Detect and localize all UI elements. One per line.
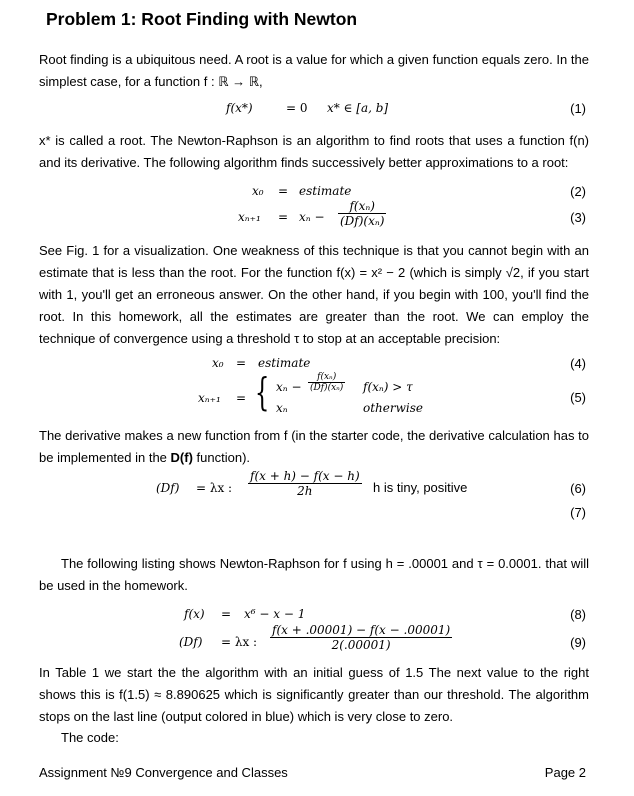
footer-page-number: Page 2 <box>544 765 586 780</box>
eq1-lhs: f(x*) <box>226 101 253 115</box>
eq4-equals: = <box>236 356 247 370</box>
eq5-case1-num: f(xₙ) <box>308 372 345 383</box>
eq3-frac-den: (Df)(xₙ) <box>340 214 385 228</box>
eq1-number: (1) <box>570 101 586 116</box>
paragraph-table: In Table 1 we start the the algorithm with an initial guess of 1.5 The next value to the right shows this is f(1.5) ≈ 8.890625 which is significantly greater than our threshold. The algorithm stops on the last line (output colored in blue) which is very close to zero. <box>39 665 589 724</box>
para4-text-a: The derivative makes a new function from f (in the starter code, the derivative calculation has to be implemented in the <box>39 428 589 465</box>
eq5-number: (5) <box>570 390 586 405</box>
eq5-case1-fraction <box>308 372 345 393</box>
eq5-case2-cond: otherwise <box>363 401 423 415</box>
eq7-number: (7) <box>570 505 586 520</box>
para4-bold: D(f) <box>170 450 193 465</box>
eq3-equals: = <box>278 210 289 224</box>
eq6-pre: = λx : <box>196 481 233 495</box>
paragraph-intro: Root finding is a ubiquitous need. A root is a value for which a given function equals zero. In the simplest case, for a function f : ℝ → ℝ, <box>39 52 589 89</box>
eq1-rhs: x* ∈ [a, b] <box>327 101 389 115</box>
eq8-number: (8) <box>570 607 586 622</box>
eq6-fraction <box>248 469 362 498</box>
eq5-lhs: xₙ₊₁ <box>198 391 221 405</box>
eq3-pre: xₙ − <box>299 210 325 224</box>
footer-left: Assignment №9 Convergence and Classes <box>39 765 288 780</box>
eq2-lhs: x₀ <box>252 184 264 198</box>
paragraph-visualization: See Fig. 1 for a visualization. One weakness of this technique is that you cannot begin with an estimate that is less than the root. For the function f(x) = x² − 2 (which is simply √2, if you start with 1, you'll get an erroneous answer. On the other hand, if you begin with 100, you'll find the root. In this homework, all the estimates are greater than the root. We can employ the technique of convergence using a threshold τ to stop at an acceptable precision: <box>39 243 589 346</box>
eq3-fraction <box>338 199 386 228</box>
eq9-fraction <box>270 623 452 652</box>
eq9-pre: = λx : <box>221 635 258 649</box>
paragraph-derivative <box>39 425 589 469</box>
eq6-number: (6) <box>570 481 586 496</box>
eq6-lhs: (Df) <box>156 481 180 495</box>
eq2-equals: = <box>278 184 289 198</box>
eq6-note: h is tiny, positive <box>373 480 468 495</box>
eq8-equals: = <box>221 607 232 621</box>
paragraph-code-label: The code: <box>61 730 119 745</box>
eq6-frac-num: f(x + h) − f(x − h) <box>250 469 360 483</box>
eq9-frac-den: 2(.00001) <box>331 638 391 652</box>
paragraph-listing: The following listing shows Newton-Raphson for f using h = .00001 and τ = 0.0001. that will be used in the homework. <box>39 556 589 593</box>
eq2-rhs: estimate <box>299 184 352 198</box>
eq3-number: (3) <box>570 210 586 225</box>
eq9-frac-num: f(x + .00001) − f(x − .00001) <box>272 623 451 637</box>
eq2-number: (2) <box>570 184 586 199</box>
eq5-case1-pre: xₙ − <box>276 380 302 394</box>
eq5-brace: { <box>254 370 270 414</box>
eq4-lhs: x₀ <box>212 356 224 370</box>
eq5-equals: = <box>236 391 247 405</box>
eq6-frac-den: 2h <box>297 484 313 498</box>
eq9-number: (9) <box>570 635 586 650</box>
eq8-lhs: f(x) <box>184 607 205 621</box>
eq5-case1-den: (Df)(xₙ) <box>310 383 344 393</box>
eq4-number: (4) <box>570 356 586 371</box>
eq3-lhs: xₙ₊₁ <box>238 210 261 224</box>
paragraph-newton: x* is called a root. The Newton-Raphson is an algorithm to find roots that uses a function f(n) and its derivative. The following algorithm finds successively better approximations to a root: <box>39 133 589 170</box>
eq5-case1-cond: f(xₙ) > τ <box>363 380 413 394</box>
eq1-mid: = 0 <box>286 101 308 115</box>
eq4-rhs: estimate <box>258 356 311 370</box>
eq8-rhs: x⁶ − x − 1 <box>244 607 306 621</box>
para4-text-b: function). <box>192 450 251 465</box>
eq9-lhs: (Df) <box>179 635 203 649</box>
page-title: Problem 1: Root Finding with Newton <box>46 9 358 29</box>
eq3-frac-num: f(xₙ) <box>338 199 386 214</box>
eq5-case2: xₙ <box>276 401 288 415</box>
